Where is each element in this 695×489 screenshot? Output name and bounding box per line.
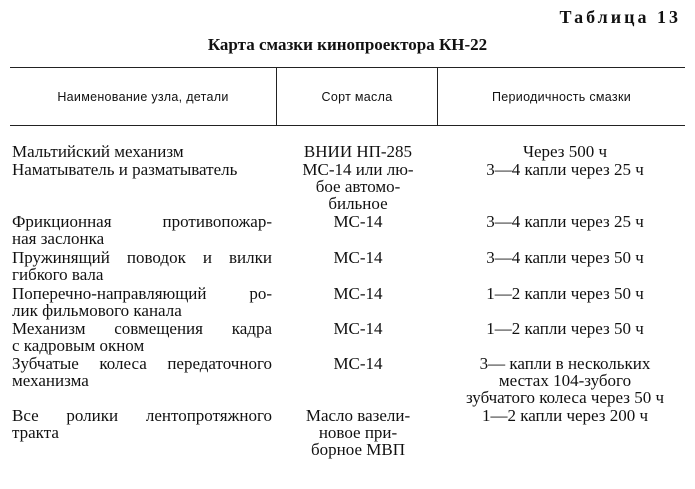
part-name-cell-line: Наматыватель и разматыватель — [12, 160, 238, 179]
part-name-cell-line: с кадровым окном — [12, 336, 145, 355]
lubrication-period-cell-line: местах 104-зубого — [498, 371, 632, 390]
lubrication-period-cell-line: 1—2 капли через 50 ч — [486, 319, 644, 338]
header-part: Наименование узла, детали — [57, 90, 229, 104]
part-name-cell-line: лик фильмового канала — [12, 301, 182, 320]
header-period: Периодичность смазки — [492, 90, 631, 104]
lubrication-period-cell — [445, 355, 685, 406]
lubrication-period-cell — [445, 407, 685, 424]
lubrication-period-cell-line: 3— капли в нескольких — [479, 354, 651, 373]
oil-grade-cell-line: МС-14 или лю- — [302, 160, 414, 179]
oil-grade-cell-line: МС-14 — [333, 248, 383, 267]
part-name-cell-line: Мальтийский механизм — [12, 142, 184, 161]
table-top-rule — [10, 67, 685, 68]
lubrication-period-cell-line: зубчатого колеса через 50 ч — [465, 388, 665, 407]
part-name-cell — [12, 249, 272, 283]
oil-grade-cell-line: МС-14 — [333, 284, 383, 303]
oil-grade-cell-line: бое автомо- — [315, 177, 401, 196]
table-header-rule — [10, 125, 685, 126]
oil-grade-cell — [283, 143, 433, 160]
oil-grade-cell-line: борное МВП — [311, 440, 405, 459]
lubrication-period-cell-line: 3—4 капли через 25 ч — [486, 212, 644, 231]
oil-grade-cell — [283, 161, 433, 212]
lubrication-period-cell-line: 3—4 капли через 25 ч — [486, 160, 644, 179]
part-name-cell — [12, 161, 272, 178]
lubrication-period-cell — [445, 320, 685, 337]
header-oil: Сорт масла — [321, 90, 393, 104]
oil-grade-cell — [283, 249, 433, 266]
table-title: Карта смазки кинопроектора КН-22 — [207, 35, 488, 54]
oil-grade-cell-line: МС-14 — [333, 319, 383, 338]
lubrication-period-cell — [445, 213, 685, 230]
lubrication-period-cell — [445, 161, 685, 178]
lubrication-period-cell-line: 3—4 капли через 50 ч — [486, 248, 644, 267]
part-name-cell-line: Все ролики лентопротяжного — [12, 406, 272, 425]
table-number: Таблица 13 — [559, 7, 681, 27]
oil-grade-cell-line: бильное — [328, 194, 388, 213]
lubrication-period-cell-line: Через 500 ч — [522, 142, 608, 161]
part-name-cell — [12, 213, 272, 247]
part-name-cell-line: Поперечно-направляющий ро- — [12, 284, 272, 303]
part-name-cell — [12, 320, 272, 354]
lubrication-period-cell-line: 1—2 капли через 200 ч — [481, 406, 649, 425]
part-name-cell-line: ная заслонка — [12, 229, 105, 248]
lubrication-period-cell — [445, 285, 685, 302]
lubrication-period-cell — [445, 249, 685, 266]
part-name-cell — [12, 143, 272, 160]
oil-grade-cell — [283, 320, 433, 337]
part-name-cell-line: Пружинящий поводок и вилки — [12, 248, 272, 267]
part-name-cell — [12, 285, 272, 319]
oil-grade-cell-line: МС-14 — [333, 354, 383, 373]
oil-grade-cell — [283, 213, 433, 230]
oil-grade-cell-line: МС-14 — [333, 212, 383, 231]
oil-grade-cell-line: новое при- — [318, 423, 398, 442]
oil-grade-cell — [283, 407, 433, 458]
part-name-cell-line: тракта — [12, 423, 59, 442]
part-name-cell — [12, 407, 272, 441]
lubrication-period-cell — [445, 143, 685, 160]
oil-grade-cell — [283, 355, 433, 372]
oil-grade-cell-line: ВНИИ НП-285 — [303, 142, 413, 161]
lubrication-period-cell-line: 1—2 капли через 50 ч — [486, 284, 644, 303]
part-name-cell-line: механизма — [12, 371, 89, 390]
part-name-cell — [12, 355, 272, 389]
oil-grade-cell — [283, 285, 433, 302]
part-name-cell-line: Фрикционная противопожар- — [12, 212, 272, 231]
part-name-cell-line: гибкого вала — [12, 265, 104, 284]
part-name-cell-line: Механизм совмещения кадра — [12, 319, 272, 338]
part-name-cell-line: Зубчатые колеса передаточного — [12, 354, 272, 373]
oil-grade-cell-line: Масло вазели- — [305, 406, 411, 425]
